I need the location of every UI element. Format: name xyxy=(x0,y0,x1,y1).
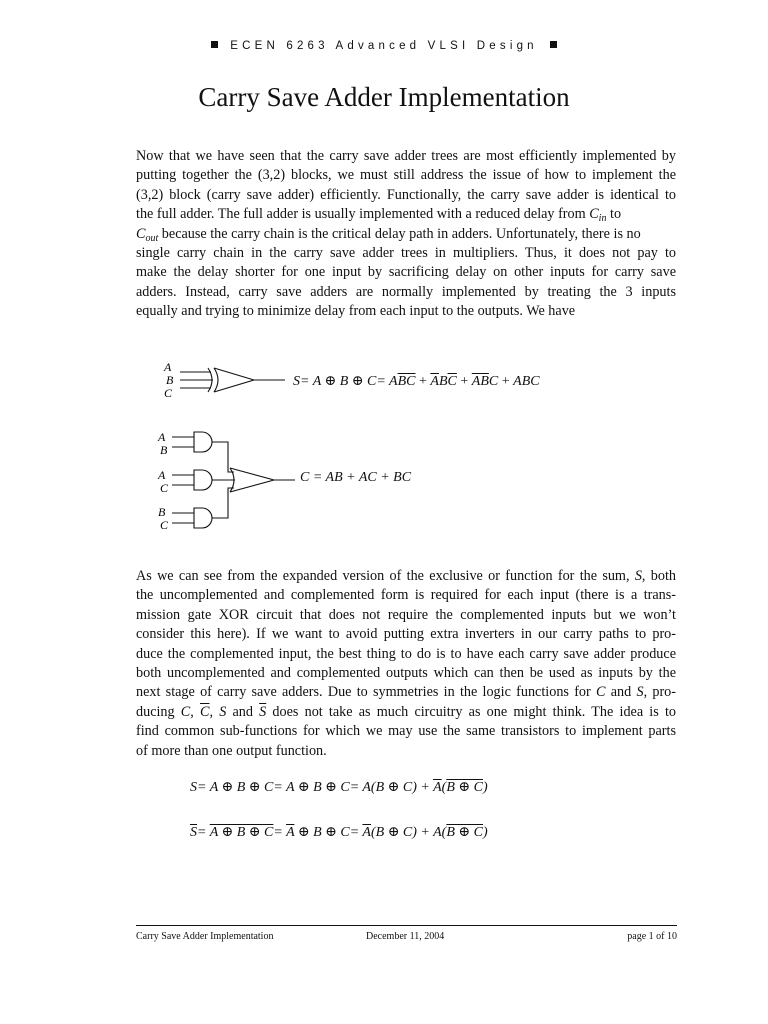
footer-divider xyxy=(136,925,677,926)
xor-gate-icon xyxy=(180,368,285,392)
carry-equation: C = AB + AC + BC xyxy=(300,470,412,485)
text-line: consider this here). If we want to avoid putting extra inverters in our carry paths to pro- xyxy=(136,626,676,643)
page-title: Carry Save Adder Implementation xyxy=(198,82,570,112)
text-line: ducing C, $\overline{C}$, S and $\overline{S}$ does not take as much circuitry as one might think. The idea is to xyxy=(136,703,676,720)
text-line: make the delay shorter for one input by sacrificing delay on other inputs for carry save xyxy=(136,264,676,281)
and-gate-icon xyxy=(172,508,212,528)
xor-input-label: B xyxy=(166,373,174,387)
logic-gate-diagram xyxy=(150,352,310,537)
bullet-square-icon xyxy=(550,41,557,48)
and-input-label: B xyxy=(160,443,168,457)
text-line: putting together the (3,2) blocks, we must still address the issue of how to implement the xyxy=(136,167,676,184)
running-header xyxy=(0,40,768,52)
xor-input-label: A xyxy=(164,360,172,374)
and-input-label: A xyxy=(158,468,166,482)
and-input-label: C xyxy=(160,481,169,495)
and-input-label: B xyxy=(158,505,166,519)
sum-equation: S= A ⊕ B ⊕ $C= A\overline{B}\overline{C} + \overline{A}B\overline{C} + \overline{A}\overline{B}C$ + ABC xyxy=(293,374,540,389)
paragraph-explanation xyxy=(136,567,676,761)
text-line: the uncomplemented and complemented form is required for each input (there is a trans- xyxy=(136,587,676,604)
bullet-square-icon xyxy=(211,41,218,48)
text-line: find common sub-functions for which we may use the same transistors to implement parts xyxy=(136,723,676,740)
and-gate-icon xyxy=(172,470,212,490)
text-line: duce the complemented input, the best thing to do is to have each carry save adder produce xyxy=(136,645,676,662)
text-line: (3,2) block (carry save adder) efficiently. Functionally, the carry save adder is identical to xyxy=(136,186,676,203)
footer-page-number: page 1 of 10 xyxy=(627,931,677,942)
text-line: equally and trying to minimize delay from each input to the outputs. We have xyxy=(136,303,576,320)
text-line: $C_{out}$ because the carry chain is the critical delay path in adders. Unfortunately, there is no xyxy=(136,225,641,244)
or-gate-icon xyxy=(230,468,295,492)
and-input-label: A xyxy=(158,430,166,444)
footer-title: Carry Save Adder Implementation xyxy=(136,931,274,942)
text-line: both uncomplemented and complemented outputs which can then be used as inputs by the xyxy=(136,665,676,682)
and-input-label: C xyxy=(160,518,169,532)
text-line: the full adder. The full adder is usually implemented with a reduced delay from $C_{in}$ to xyxy=(136,206,622,225)
text-line: adders. Instead, carry save adders are normally implemented by treating the 3 inputs xyxy=(136,283,676,300)
sum-complement-equation: $\overline{S}= A$ ⊕ B ⊕ $C= \overline{A}$ ⊕ B ⊕ $C= \overline{A}(B$ ⊕ C) + A(B ⊕ C) xyxy=(190,825,488,840)
and-gate-icon xyxy=(172,432,212,452)
text-line: As we can see from the expanded version of the exclusive or function for the sum, S, both xyxy=(136,568,676,584)
header-text: ECEN 6263 Advanced VLSI Design xyxy=(230,40,538,52)
footer-date: December 11, 2004 xyxy=(366,931,445,942)
text-line: Now that we have seen that the carry save adder trees are most efficiently implemented by xyxy=(136,148,676,164)
text-line: single carry chain in the carry save adder trees in multipliers. Thus, it does not pay to xyxy=(136,245,676,262)
paragraph-intro xyxy=(136,147,676,322)
text-line: next stage of carry save adders. Due to symmetries in the logic functions for C and S, pro- xyxy=(136,684,676,701)
sum-xor-equation: S= A ⊕ B ⊕ C= A ⊕ B ⊕ C= A(B ⊕ $C) + \overline{A}(B$ ⊕ C) xyxy=(190,780,488,795)
xor-input-label: C xyxy=(164,386,173,400)
text-line: mission gate XOR circuit that does not require the complemented inputs but we won’t xyxy=(136,606,676,623)
text-line: of more than one output function. xyxy=(136,742,327,759)
